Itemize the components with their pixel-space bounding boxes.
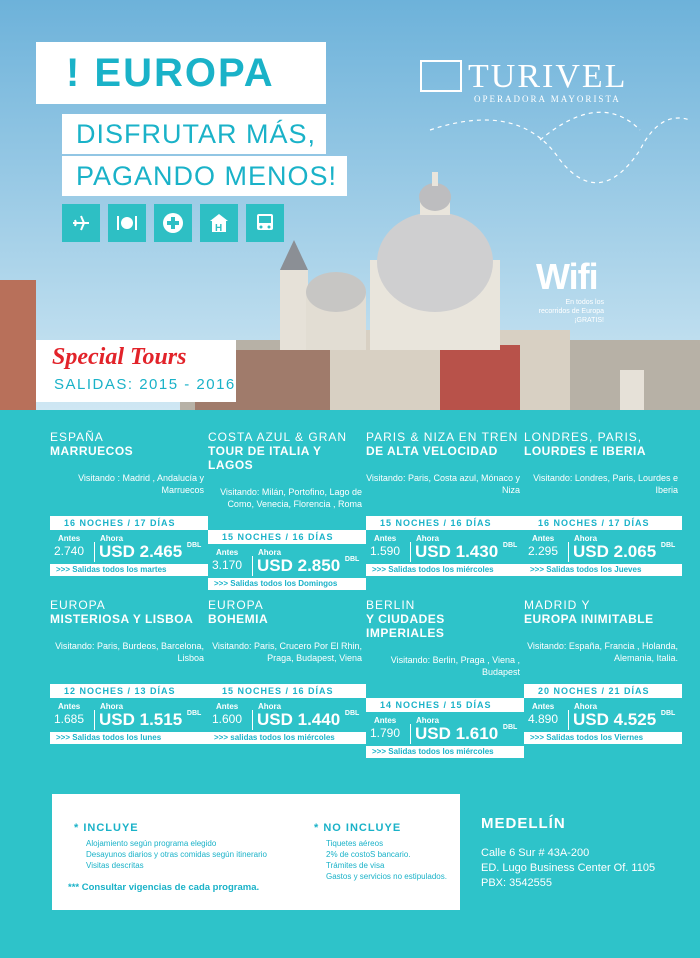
special-tours-title: Special Tours bbox=[52, 344, 187, 370]
svg-text:H: H bbox=[215, 223, 223, 234]
tour-price bbox=[524, 702, 682, 732]
antes-label: Antes bbox=[216, 548, 239, 557]
tour-card bbox=[524, 430, 682, 576]
globe-icon bbox=[420, 60, 462, 92]
departure-days: >>> Salidas todos los Domingos bbox=[208, 578, 366, 590]
tour-card bbox=[50, 598, 208, 744]
tour-duration: 15 NOCHES / 16 DÍAS bbox=[366, 516, 524, 530]
medical-cross-icon bbox=[154, 204, 192, 242]
price-value bbox=[252, 556, 359, 576]
subtitle-line-2: PAGANDO MENOS! bbox=[62, 156, 347, 196]
list-item: Desayunos diarios y otras comidas según itinerario bbox=[86, 850, 267, 859]
antes-label: Antes bbox=[58, 702, 81, 711]
price-amount: USD 4.525 bbox=[573, 710, 657, 729]
tour-price bbox=[208, 548, 366, 578]
subtitle-line-1: DISFRUTAR MÁS, bbox=[62, 114, 326, 154]
antes-value: 2.740 bbox=[53, 544, 84, 558]
tour-itinerary: Visitando: Berlin, Praga , Viena , Budapest bbox=[390, 655, 520, 677]
contact-address: Calle 6 Sur # 43A-200 bbox=[481, 847, 590, 859]
page-title: ! EUROPA bbox=[36, 42, 326, 104]
dbl-label: DBL bbox=[186, 710, 202, 717]
tour-duration: 12 NOCHES / 13 DÍAS bbox=[50, 684, 208, 698]
list-item: 2% de costoS bancario. bbox=[326, 850, 411, 859]
departure-days: >>> Salidas todos los miércoles bbox=[366, 746, 524, 758]
antes-label: Antes bbox=[374, 534, 397, 543]
tour-itinerary: Visitando: Paris, Crucero Por El Rhin, Praga, Budapest, Viena bbox=[212, 641, 362, 663]
tour-price bbox=[366, 716, 524, 746]
price-value bbox=[94, 542, 201, 562]
tour-destination: EUROPA INIMITABLE bbox=[524, 612, 654, 626]
tour-price bbox=[50, 534, 208, 564]
dbl-label: DBL bbox=[660, 710, 676, 717]
hotel-icon bbox=[200, 204, 238, 242]
antes-label: Antes bbox=[58, 534, 81, 543]
price-amount: USD 1.610 bbox=[415, 724, 499, 743]
tour-card bbox=[524, 598, 682, 744]
antes-value: 1.590 bbox=[369, 544, 400, 558]
tour-itinerary: Visitando: Paris, Burdeos, Barcelona, Lisboa bbox=[55, 641, 204, 663]
departure-days: >>> salidas todos los miércoles bbox=[208, 732, 366, 744]
price-amount: USD 1.515 bbox=[99, 710, 183, 729]
tour-itinerary: Visitando: Paris, Costa azul, Mónaco y Niza bbox=[366, 473, 520, 495]
tour-duration: 15 NOCHES / 16 DÍAS bbox=[208, 530, 366, 544]
wifi-badge bbox=[536, 256, 604, 325]
antes-value: 1.790 bbox=[369, 726, 400, 740]
price-value bbox=[410, 542, 517, 562]
special-tours-box bbox=[36, 340, 236, 402]
tour-destination: LOURDES E IBERIA bbox=[524, 444, 647, 458]
ahora-label: Ahora bbox=[574, 534, 598, 543]
ahora-label: Ahora bbox=[574, 702, 598, 711]
departure-years: SALIDAS: 2015 - 2016 bbox=[54, 376, 236, 393]
logo-name: TURIVEL bbox=[468, 58, 628, 95]
tour-region: COSTA AZUL & GRAN bbox=[208, 430, 348, 444]
tour-card bbox=[208, 598, 366, 744]
includes-list bbox=[86, 838, 267, 871]
logo-tagline: OPERADORA MAYORISTA bbox=[474, 94, 621, 104]
wifi-label: Wifi bbox=[536, 256, 598, 297]
tour-price bbox=[366, 534, 524, 564]
price-amount: USD 2.465 bbox=[99, 542, 183, 561]
antes-label: Antes bbox=[374, 716, 397, 725]
tour-duration: 16 NOCHES / 17 DÍAS bbox=[50, 516, 208, 530]
dbl-label: DBL bbox=[186, 542, 202, 549]
ahora-label: Ahora bbox=[416, 716, 440, 725]
ahora-label: Ahora bbox=[100, 702, 124, 711]
antes-label: Antes bbox=[532, 534, 555, 543]
tour-itinerary: Visitando : Madrid , Andalucía y Marruecos bbox=[78, 473, 204, 495]
antes-value: 3.170 bbox=[211, 558, 242, 572]
list-item: Trámites de visa bbox=[326, 861, 385, 870]
tour-price bbox=[50, 702, 208, 732]
tour-region: BERLIN bbox=[366, 598, 416, 612]
tour-region: EUROPA bbox=[208, 598, 264, 612]
tour-destination: Y CIUDADES IMPERIALES bbox=[366, 612, 445, 640]
antes-value: 1.685 bbox=[53, 712, 84, 726]
price-value bbox=[410, 724, 517, 744]
tour-card bbox=[366, 430, 524, 576]
list-item: Gastos y servicios no estipulados. bbox=[326, 872, 447, 881]
price-value bbox=[94, 710, 201, 730]
antes-value: 1.600 bbox=[211, 712, 242, 726]
tour-region: MADRID Y bbox=[524, 598, 591, 612]
dbl-label: DBL bbox=[344, 556, 360, 563]
price-amount: USD 2.850 bbox=[257, 556, 341, 575]
tour-card bbox=[50, 430, 208, 576]
validity-note: *** Consultar vigencias de cada programa. bbox=[68, 882, 260, 893]
price-amount: USD 1.440 bbox=[257, 710, 341, 729]
price-amount: USD 2.065 bbox=[573, 542, 657, 561]
tour-price bbox=[208, 702, 366, 732]
tour-card bbox=[366, 598, 524, 758]
ahora-label: Ahora bbox=[258, 548, 282, 557]
list-item: Tiquetes aéreos bbox=[326, 839, 384, 848]
antes-label: Antes bbox=[216, 702, 239, 711]
tour-price bbox=[524, 534, 682, 564]
departure-days: >>> Salidas todos los lunes bbox=[50, 732, 208, 744]
tour-destination: MISTERIOSA Y LISBOA bbox=[50, 612, 194, 626]
tour-duration: 15 NOCHES / 16 DÍAS bbox=[208, 684, 366, 698]
plane-icon bbox=[62, 204, 100, 242]
tour-region: LONDRES, PARIS, bbox=[524, 430, 643, 444]
tour-card bbox=[208, 430, 366, 590]
excludes-list bbox=[326, 838, 447, 882]
service-icons bbox=[62, 204, 284, 242]
wifi-note: En todos los recorridos de Europa ¡GRATIS! bbox=[538, 299, 604, 324]
price-value bbox=[568, 542, 675, 562]
dbl-label: DBL bbox=[502, 542, 518, 549]
dbl-label: DBL bbox=[502, 724, 518, 731]
ahora-label: Ahora bbox=[258, 702, 282, 711]
contact-phone: PBX: 3542555 bbox=[481, 877, 552, 889]
tour-itinerary: Visitando: España, Francia , Holanda, Alemania, Italia. bbox=[527, 641, 678, 663]
list-item: Alojamiento según programa elegido bbox=[86, 839, 217, 848]
price-value bbox=[568, 710, 675, 730]
dining-icon bbox=[108, 204, 146, 242]
departure-days: >>> Salidas todos los Viernes bbox=[524, 732, 682, 744]
departure-days: >>> Salidas todos los Jueves bbox=[524, 564, 682, 576]
excludes-title: * NO INCLUYE bbox=[314, 822, 402, 834]
tour-duration: 16 NOCHES / 17 DÍAS bbox=[524, 516, 682, 530]
antes-value: 2.295 bbox=[527, 544, 558, 558]
ahora-label: Ahora bbox=[416, 534, 440, 543]
antes-label: Antes bbox=[532, 702, 555, 711]
tour-itinerary: Visitando: Londres, Paris, Lourdes e Iberia bbox=[533, 473, 678, 495]
price-value bbox=[252, 710, 359, 730]
tour-itinerary: Visitando: Milán, Portofino, Lago de Como, Venecia, Florencia , Roma bbox=[220, 487, 362, 509]
bus-icon bbox=[246, 204, 284, 242]
tour-duration: 14 NOCHES / 15 DÍAS bbox=[366, 698, 524, 712]
antes-value: 4.890 bbox=[527, 712, 558, 726]
includes-box bbox=[52, 794, 460, 910]
tour-destination: BOHEMIA bbox=[208, 612, 269, 626]
tour-destination: DE ALTA VELOCIDAD bbox=[366, 444, 498, 458]
contact-city: MEDELLÍN bbox=[481, 815, 566, 832]
list-item: Visitas descritas bbox=[86, 861, 144, 870]
contact-building: ED. Lugo Business Center Of. 1105 bbox=[481, 862, 656, 874]
tour-region: ESPAÑA bbox=[50, 430, 104, 444]
contact-block bbox=[481, 815, 655, 891]
dbl-label: DBL bbox=[660, 542, 676, 549]
departure-days: >>> Salidas todos los miércoles bbox=[366, 564, 524, 576]
tour-destination: MARRUECOS bbox=[50, 444, 134, 458]
departure-days: >>> Salidas todos los martes bbox=[50, 564, 208, 576]
ahora-label: Ahora bbox=[100, 534, 124, 543]
turivel-logo bbox=[420, 58, 640, 108]
price-amount: USD 1.430 bbox=[415, 542, 499, 561]
tour-duration: 20 NOCHES / 21 DÍAS bbox=[524, 684, 682, 698]
dbl-label: DBL bbox=[344, 710, 360, 717]
tour-destination: TOUR DE ITALIA Y LAGOS bbox=[208, 444, 322, 472]
includes-title: * INCLUYE bbox=[74, 822, 139, 834]
tour-region: EUROPA bbox=[50, 598, 106, 612]
tour-region: PARIS & NIZA EN TREN bbox=[366, 430, 519, 444]
